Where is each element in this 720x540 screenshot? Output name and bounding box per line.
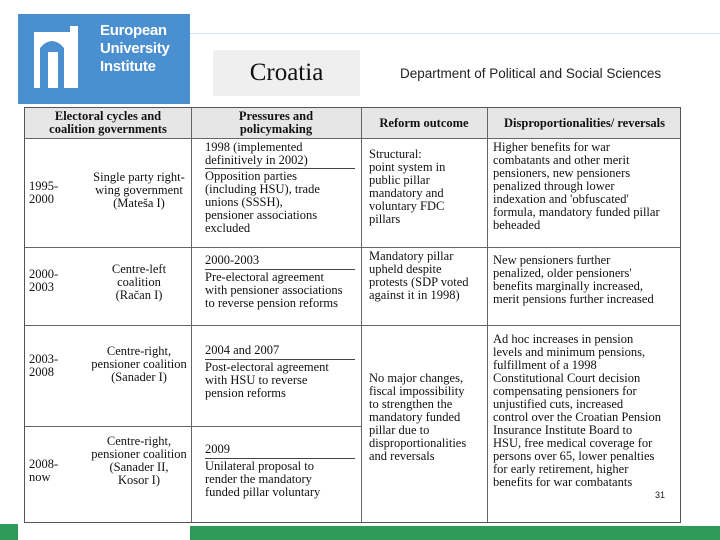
text-line: and reversals — [369, 449, 435, 463]
text-line: 2003 — [29, 280, 54, 294]
row4-period — [29, 458, 58, 484]
text-line: 2004 and 2007 — [205, 343, 280, 357]
text-line: 2000-2003 — [205, 253, 260, 267]
row4-policy-heading — [205, 443, 230, 456]
text-line: Kosor I) — [117, 473, 160, 487]
text-line: Single party right- — [93, 170, 185, 184]
text-line: 2000 — [29, 192, 54, 206]
footer-accent-left — [0, 524, 18, 540]
text-line: Opposition parties — [205, 169, 298, 183]
row3-government — [83, 345, 195, 384]
header-line: coalition governments — [49, 122, 167, 136]
eui-logo — [18, 14, 190, 104]
text-line: Constitutional Court decision — [493, 371, 641, 385]
header-electoral-cycles — [25, 108, 191, 138]
row-divider — [25, 247, 680, 248]
row-divider — [25, 325, 680, 326]
row1-outcome — [369, 148, 445, 226]
row1-period — [29, 180, 58, 206]
text-line: protests (SDP voted — [369, 275, 469, 289]
logo-line-1: European — [100, 22, 167, 39]
row2-period — [29, 268, 58, 294]
header-reform-outcome: Reform outcome — [379, 115, 469, 130]
header-line: Electoral cycles and — [54, 109, 162, 123]
text-line: combatants and other merit — [493, 153, 630, 167]
text-line: with pensioner associations — [205, 283, 343, 297]
row1-policy-body — [205, 170, 320, 235]
text-line: pensioner coalition — [91, 447, 187, 461]
text-line: mandatory funded — [369, 410, 461, 424]
row3-period — [29, 353, 58, 379]
text-line: penalized through lower — [493, 179, 615, 193]
text-line: pension reforms — [205, 386, 286, 400]
merged-reversals — [493, 333, 661, 489]
text-line: point system in — [369, 160, 446, 174]
text-line: voluntary FDC — [369, 199, 445, 213]
text-line: render the mandatory — [205, 472, 312, 486]
text-line: Insurance Institute Board to — [493, 423, 633, 437]
text-line: now — [29, 470, 51, 484]
text-line: formula, mandatory funded pillar — [493, 205, 660, 219]
text-line: Higher benefits for war — [493, 140, 610, 154]
text-line: indexation and 'obfuscated' — [493, 192, 629, 206]
row4-government — [83, 435, 195, 487]
text-line: penalized, older pensioners' — [493, 266, 632, 280]
text-line: (Mateša I) — [113, 196, 165, 210]
row1-reversals — [493, 141, 660, 232]
header-line: policymaking — [239, 122, 313, 136]
text-line: mandatory and — [369, 186, 444, 200]
text-line: pensioner associations — [205, 208, 318, 222]
text-line: Centre-right, — [106, 434, 172, 448]
text-line: fiscal impossibility — [369, 384, 465, 398]
text-line: disproportionalities — [369, 436, 467, 450]
col-divider — [361, 108, 362, 522]
text-line: unjustified cuts, increased — [493, 397, 624, 411]
text-line: pensioners, new pensioners — [493, 166, 631, 180]
row3-policy-body — [205, 361, 329, 400]
text-line: pillars — [369, 212, 401, 226]
text-line: unions (SSSH), — [205, 195, 283, 209]
row2-reversals — [493, 254, 654, 306]
text-line: persons over 65, lower penalties — [493, 449, 655, 463]
text-line: New pensioners further — [493, 253, 611, 267]
text-line: levels and minimum pensions, — [493, 345, 646, 359]
text-line: wing government — [95, 183, 183, 197]
text-line: HSU, free medical coverage for — [493, 436, 653, 450]
text-line: benefits marginally increased, — [493, 279, 644, 293]
eui-building-icon — [30, 22, 82, 92]
text-line: control over the Croatian Pension — [493, 410, 662, 424]
text-line: beheaded — [493, 218, 541, 232]
text-line: Ad hoc increases in pension — [493, 332, 634, 346]
row2-government — [83, 263, 195, 302]
text-line: with HSU to reverse — [205, 373, 308, 387]
text-line: 1995- — [29, 179, 59, 193]
row2-policy-body — [205, 271, 342, 310]
text-line: for early retirement, higher — [493, 462, 629, 476]
header-pressures — [191, 108, 361, 138]
row3-policy-heading — [205, 344, 279, 357]
text-line: Centre-right, — [106, 344, 172, 358]
header-line: Pressures and — [238, 109, 314, 123]
department-name: Department of Political and Social Sciences — [400, 66, 662, 81]
text-line: (Sanader I) — [111, 370, 167, 384]
text-line: Structural: — [369, 147, 422, 161]
text-line: 2008- — [29, 457, 59, 471]
footer-accent-right — [190, 526, 720, 540]
logo-wordmark — [100, 22, 170, 76]
header-reversals: Disproportionalities/ reversals — [504, 115, 665, 130]
text-line: (Račan I) — [115, 288, 163, 302]
reform-table — [24, 107, 681, 523]
text-line: to strengthen the — [369, 397, 453, 411]
text-line: Mandatory pillar — [369, 249, 454, 263]
col-divider — [487, 108, 488, 522]
text-line: merit pensions further increased — [493, 292, 654, 306]
row2-outcome — [369, 250, 469, 302]
text-line: Post-electoral agreement — [205, 360, 329, 374]
text-line: 2003- — [29, 352, 59, 366]
text-line: 2000- — [29, 267, 59, 281]
text-line: 2008 — [29, 365, 54, 379]
text-line: 1998 (implemented — [205, 140, 303, 154]
text-line: Centre-left — [111, 262, 167, 276]
row1-policy-heading — [205, 141, 308, 167]
text-line: coalition — [117, 275, 161, 289]
slide-title: Croatia — [213, 50, 360, 96]
text-line: benefits for war combatants — [493, 475, 633, 489]
merged-outcome — [369, 372, 466, 463]
text-line: (Sanader II, — [109, 460, 169, 474]
text-line: public pillar — [369, 173, 430, 187]
text-line: (including HSU), trade — [205, 182, 320, 196]
logo-line-2: University — [100, 40, 170, 57]
row4-policy-body — [205, 460, 320, 499]
page-number: 31 — [655, 490, 666, 500]
row1-government — [83, 171, 195, 210]
text-line: 2009 — [205, 442, 230, 456]
text-line: upheld despite — [369, 262, 442, 276]
text-line: No major changes, — [369, 371, 464, 385]
text-line: excluded — [205, 221, 251, 235]
row2-policy-heading — [205, 254, 259, 267]
text-line: to reverse pension reforms — [205, 296, 338, 310]
header-divider-line — [25, 138, 680, 139]
text-line: fulfillment of a 1998 — [493, 358, 597, 372]
header-divider — [190, 33, 720, 34]
row-divider — [25, 426, 361, 427]
text-line: Pre-electoral agreement — [205, 270, 325, 284]
text-line: pillar due to — [369, 423, 430, 437]
text-line: Unilateral proposal to — [205, 459, 314, 473]
logo-line-3: Institute — [100, 58, 156, 75]
text-line: against it in 1998) — [369, 288, 460, 302]
text-line: definitively in 2002) — [205, 153, 308, 167]
text-line: compensating pensioners for — [493, 384, 637, 398]
text-line: funded pillar voluntary — [205, 485, 321, 499]
text-line: pensioner coalition — [91, 357, 187, 371]
